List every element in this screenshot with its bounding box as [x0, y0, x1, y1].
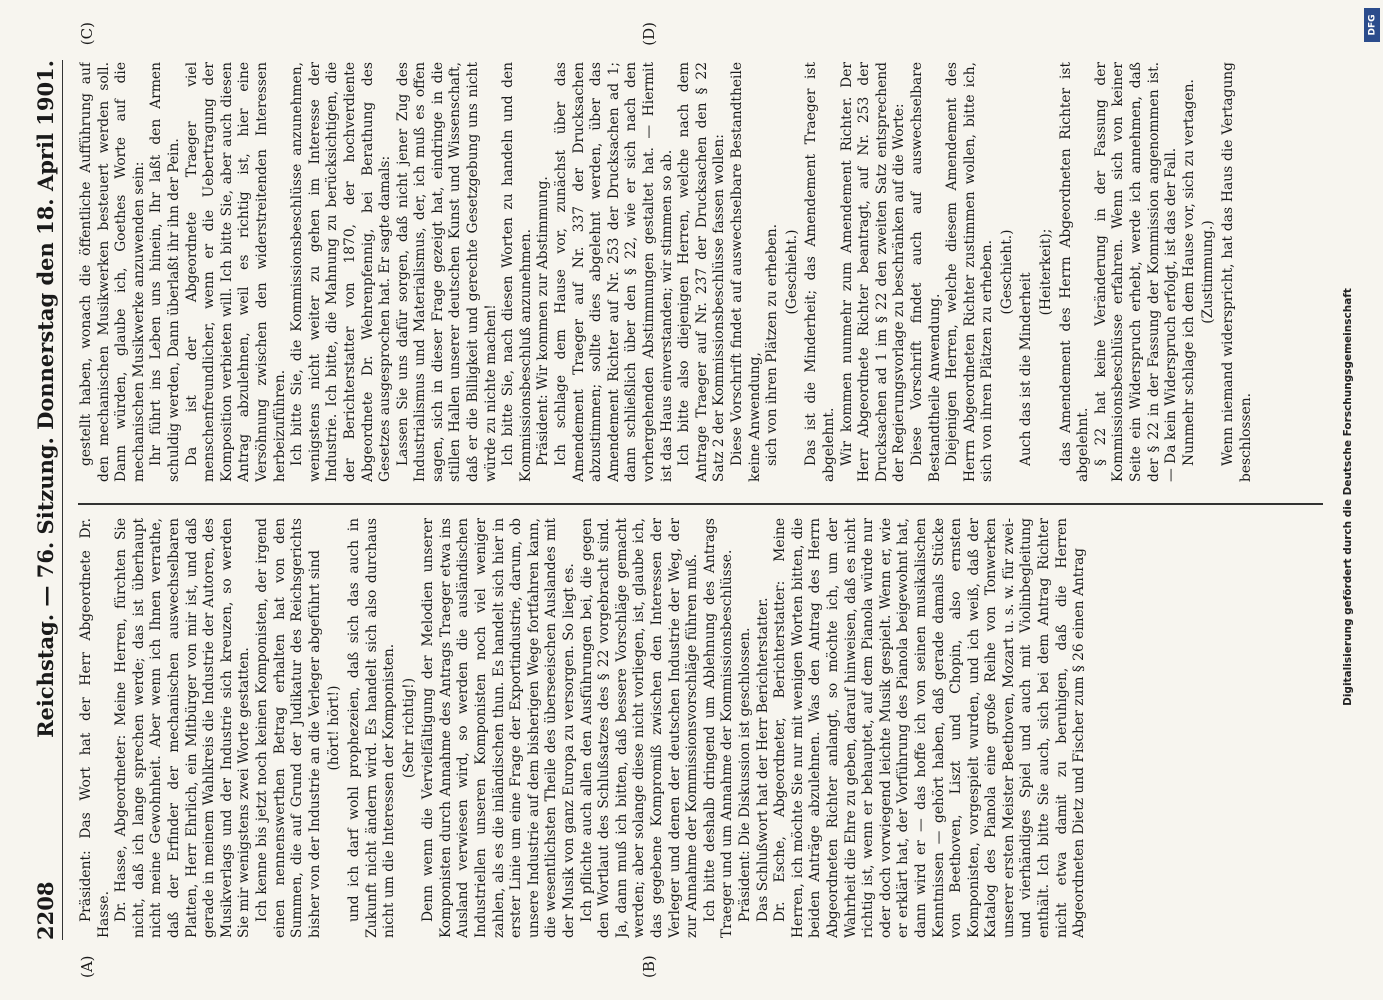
right-column-paragraph: Ich bitte Sie, die Kommissionsbeschlüsse anzunehmen, wenigstens nicht weiter zu gehen im Interesse der Industrie. Ich bitte, die Mahnung zu berücksichtigen, die der Berichterstatter von 1870, der hochverdiente Abgeordnete Dr. Wehrenpfennig, bei Berathung des Gesetzes ausgesprochen hat. Er sagte damals: [289, 62, 394, 482]
left-column-paragraph: Dr. Hasse, Abgeordneter: Meine Herren, fürchten Sie nicht, daß ich lange sprechen werde; das ist überhaupt nicht meine Gewohnheit. Aber wenn ich Ihnen verrathe, daß der Erfinder der mechanischen auswechselbaren Platten, Herr Ehrlich, ein Mitbürger von mir ist, und daß gerade in meinem Wahlkreis die Industrie der Autoren, des Musikverlags und der Industrie sich kreuzen, so werden Sie mir wenigstens zwei Worte gestatten. [113, 518, 253, 938]
page-header [28, 60, 63, 940]
right-column-paragraph: Ich schlage dem Hause vor, zunächst über das Amendement Traeger auf Nr. 337 der Drucksachen abzustimmen; sollte dies abgelehnt werden, über das Amendement Richter auf Nr. 253 der Drucksachen ad 1; dann schließlich über den § 22, wie er sich nach den vorhergehenden Abstimmungen gestaltet hat. — Hiermit ist das Haus einverstanden; wir stimmen so ab. [553, 62, 675, 482]
margin-mark-c: (C) [78, 22, 96, 46]
left-column-paragraph: Präsident: Die Diskussion ist geschlossen. [736, 627, 753, 922]
left-column-paragraph: Ich pflichte auch allen den Ausführungen bei, die gegen den Wortlaut des Schlußsatzes des § 22 vorgebracht sind. Ja, dann muß ich bitten, daß bessere Vorschläge gemacht werden; aber solange diese nicht vorliegen, ist, glaube ich, das gegebene Kompromiß zwischen den Interessen der Verleger und denen der deutschen Industrie der Weg, der zur Annahme der Kommissionsvorschläge führen muß. [578, 518, 701, 938]
right-column-paragraph: Ich bitte Sie, nach diesen Worten zu handeln und den Kommissionsbeschluß anzunehmen. [500, 62, 534, 482]
column-divider [78, 504, 1323, 506]
left-column-paragraph: und ich darf wohl prophezeien, daß sich das auch in Zukunft nicht ändern wird. Es handelt sich also durchaus nicht um die Interessen der Komponisten. [345, 518, 398, 938]
right-column-paragraph: Präsident: Wir kommen zur Abstimmung. [535, 176, 552, 466]
page-title: Reichstag. — 76. Sitzung. Donnerstag den 18. April 1901. [32, 60, 58, 738]
left-column-paragraph: Das Schlußwort hat der Herr Berichterstatter. [754, 597, 771, 922]
right-column-paragraph: Da ist der Abgeordnete Traeger viel menschenfreundlicher, wenn er die Uebertragung der Komposition verbieten will. Ich bitte Sie, aber auch diesen Antrag abzulehnen, weil es richtig ist, hier eine Versöhnung zwischen den widerstreitenden Interessen herbeizuführen. [183, 62, 288, 482]
right-column-paragraph: Auch das ist die Minderheit [1018, 272, 1035, 466]
right-column-paragraph: Ihr führt ins Leben uns hinein, Ihr laßt den Armen schuldig werden, Dann überlaßt ihr ihn der Pein. [148, 62, 182, 482]
right-column-paragraph: Diese Vorschrift findet auf auswechselbare Bestandtheile keine Anwendung, [728, 62, 763, 482]
right-column-paragraph: gestellt haben, wonach die öffentliche Aufführung auf den mechanischen Musikwerken besteuert werden soll. Dann würden, glaube ich, Goethes Worte auf die mechanischen Musikwerke anzuwenden sein: [78, 62, 147, 482]
digitization-credit: Digitalisierung gefördert durch die Deutsche Forschungsgemeinschaft [1342, 288, 1354, 706]
right-column-paragraph: Wir kommen nunmehr zum Amendement Richter. Der Herr Abgeordnete Richter beantragt, auf Nr. 253 der Drucksachen ad 1 im § 22 den zweiten Satz entsprechend der Regierungsvorlage zu beschränken auf die Worte: [838, 62, 908, 482]
left-column-paragraph: (hört! hört!) [326, 685, 343, 771]
right-column-paragraph: Wenn niemand widerspricht, hat das Haus die Vertagung beschlossen. [1220, 62, 1254, 482]
margin-mark-a: (A) [78, 955, 96, 978]
right-column-paragraph: (Geschieht.) [783, 229, 800, 315]
right-column-paragraph: Diese Vorschrift findet auch auf auswechselbare Bestandtheile Anwendung. [908, 62, 943, 482]
left-column [78, 518, 1323, 938]
margin-mark-d: (D) [640, 22, 658, 46]
left-column-paragraph: (Sehr richtig!) [400, 677, 417, 779]
right-column-paragraph: (Zustimmung.) [1200, 220, 1217, 324]
right-column [78, 62, 1323, 482]
right-column-paragraph: Diejenigen Herren, welche diesem Amendement des Herrn Abgeordneten Richter zustimmen wollen, bitte ich, sich von ihren Plätzen zu erheben. [944, 62, 996, 482]
page-number: 2208 [32, 881, 58, 940]
right-column-paragraph: Ich bitte also diejenigen Herren, welche nach dem Antrage Traeger auf Nr. 237 der Drucksachen den § 22 Satz 2 der Kommissionsbeschlüsse fassen wollen: [676, 62, 728, 482]
right-column-paragraph: (Geschieht.) [998, 229, 1015, 315]
right-column-paragraph: das Amendement des Herrn Abgeordneten Richter ist abgelehnt. [1057, 62, 1092, 482]
margin-mark-b: (B) [640, 955, 658, 978]
right-column-paragraph: Lassen Sie uns dafür sorgen, daß nicht jener Zug des Industrialismus und Materialismus, der, ich muß es offen sagen, sich in dieser Frage gezeigt hat, eindringe in die stillen Hallen unserer deutschen Kunst und Wissenschaft, daß er die Billigkeit und gerechte Gesetzgebung uns nicht würde zu nichte machen! [394, 62, 499, 482]
right-column-paragraph: Nunmehr schlage ich dem Hause vor, sich zu vertagen. [1180, 79, 1197, 466]
left-column-paragraph: Denn wenn die Vervielfältigung der Melodien unserer Komponisten durch Annahme des Antrags Traeger etwa ins Ausland verwiesen wird, so werden die ausländischen Industriellen unseren Komponisten noch viel weniger zahlen, als es die inländischen thun. Es handelt sich hier in erster Linie um eine Frage der Exportindustrie, darum, ob unsere Industrie auf dem bisherigen Wege fortfahren kann, die wesentlichsten Theile des überseeischen Auslandes mit der Musik von ganz Europa zu versorgen. So liegt es. [420, 518, 578, 938]
left-column-paragraph: Präsident: Das Wort hat der Herr Abgeordnete Dr. Hasse. [78, 518, 112, 938]
right-column-paragraph: sich von ihren Plätzen zu erheben. [764, 224, 781, 466]
left-column-paragraph: Dr. Esche, Abgeordneter, Berichterstatter: Meine Herren, ich möchte Sie nur mit wenigen Worten bitten, die beiden Anträge abzulehnen. Was den Antrag des Herrn Abgeordneten Richter anlangt, so möchte ich, um der Wahrheit die Ehre zu geben, darauf hinweisen, daß es nicht richtig ist, wenn er behauptet, auf dem Pianola würde nur oder doch vorwiegend leichte Musik gespielt. Wenn er, wie er erklärt hat, der Vorführung des Pianola beigewohnt hat, dann wird er — das hoffe ich von seinen musikalischen Kenntnissen — gehört haben, daß gerade damals Stücke von Beethoven, Liszt und Chopin, also ernsten Komponisten, vorgespielt wurden, und ich weiß, daß der Katalog des Pianola eine große Reihe von Tonwerken unserer ersten Meister Beethoven, Mozart u. s. w. für zwei- und vierhändiges Spiel und auch mit Violinbegleitung enthält. Ich bitte Sie auch, sich bei dem Antrag Richter nicht etwa damit zu beruhigen, daß die Herren Abgeordneten Dietz und Fischer zum § 26 einen Antrag [772, 518, 1088, 938]
right-column-paragraph: (Heiterkeit); [1038, 228, 1055, 316]
left-column-paragraph: Ich bitte deshalb dringend um Ablehnung des Antrags Traeger und um Annahme der Kommissionsbeschlüsse. [701, 518, 736, 938]
right-column-paragraph: § 22 hat keine Veränderung in der Fassung der Kommissionsbeschlüsse erfahren. Wenn sich von keiner Seite ein Widerspruch erhebt, werde ich annehmen, daß der § 22 in der Fassung der Kommission angenommen ist. — Da kein Widerspruch erfolgt, ist das der Fall. [1092, 62, 1180, 482]
right-column-paragraph: Das ist die Minderheit; das Amendement Traeger ist abgelehnt. [803, 62, 837, 482]
dfg-logo: DFG [1364, 8, 1380, 42]
left-column-paragraph: Ich kenne bis jetzt noch keinen Komponisten, der irgend einen nennenswerthen Betrag erhalten hat von den Summen, die auf Grund der Judikatur des Reichsgerichts bisher von der Industrie an die Verleger abgeführt sind [253, 518, 323, 938]
